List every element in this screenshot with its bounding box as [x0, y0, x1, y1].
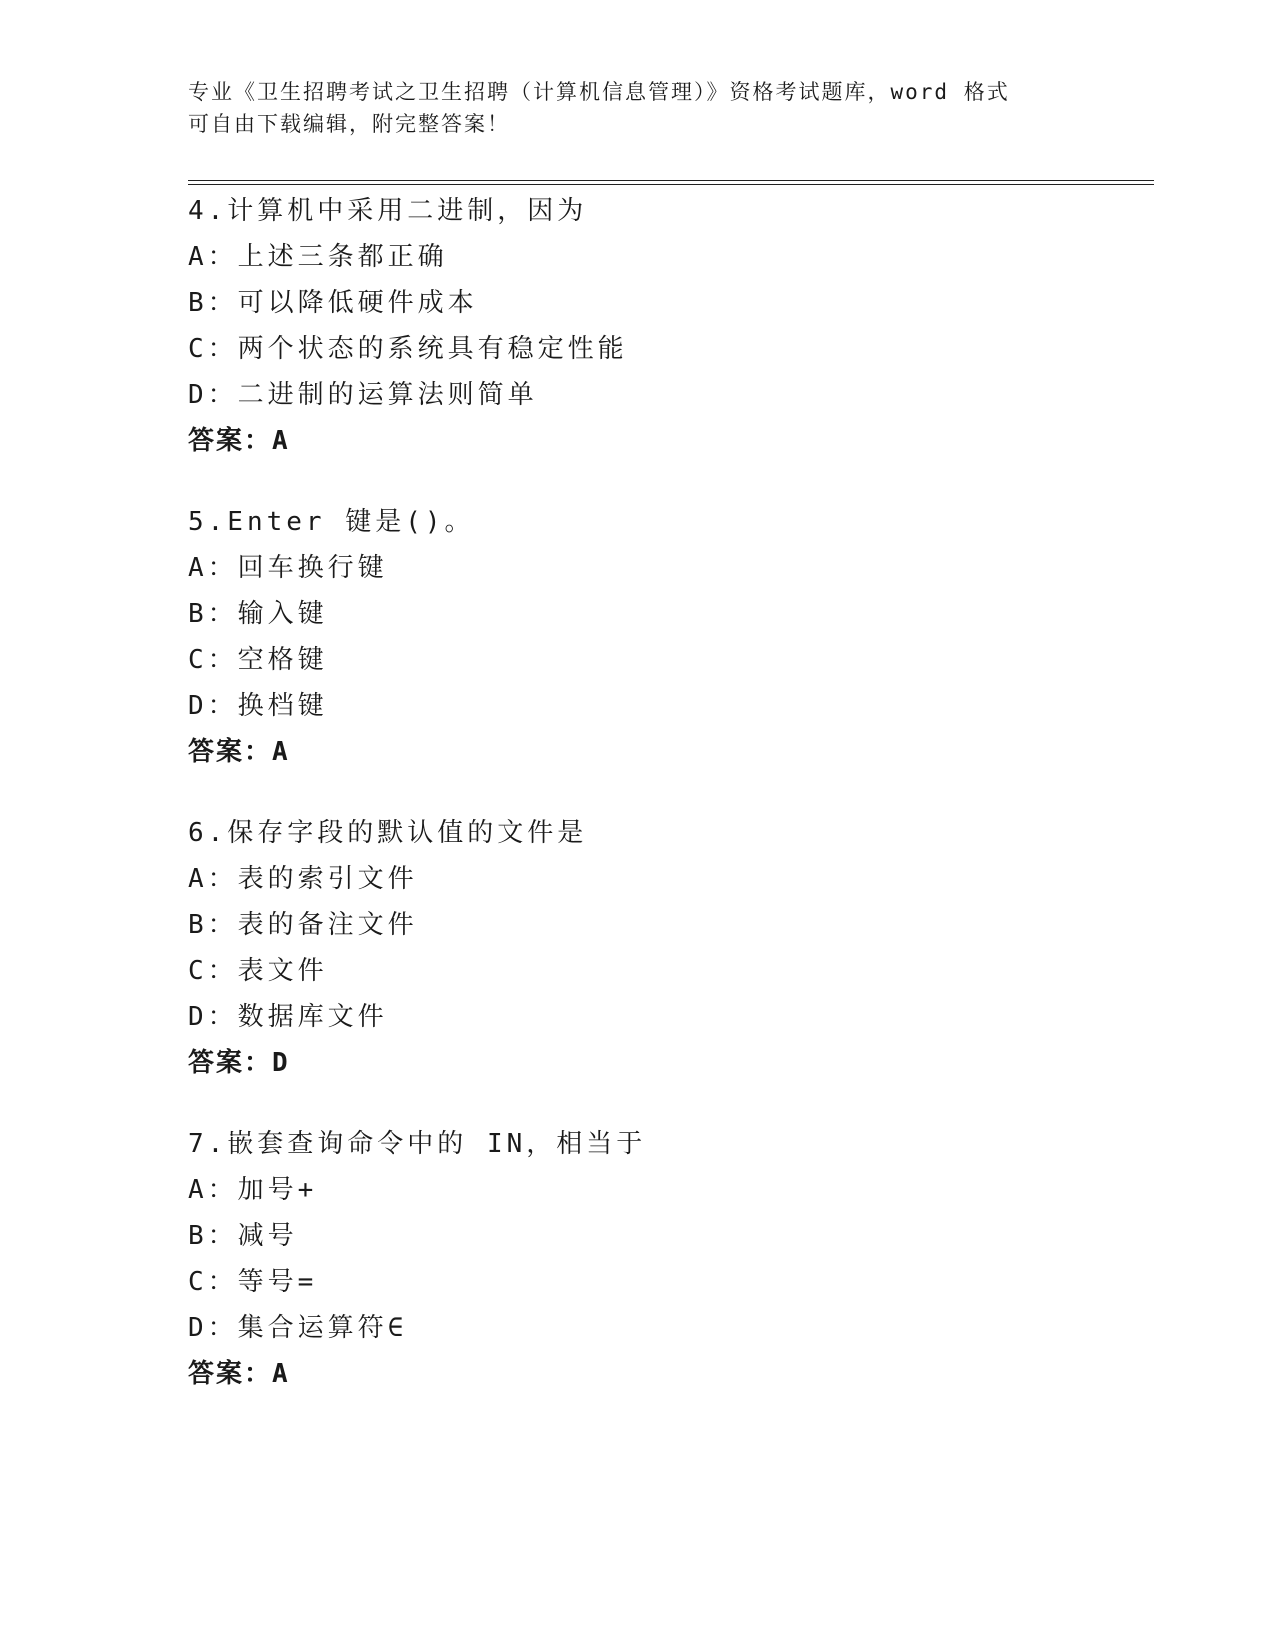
question-stem: 5.Enter 键是()。: [188, 507, 475, 537]
question-stem: 4.计算机中采用二进制，因为: [188, 196, 588, 226]
option-c: C：两个状态的系统具有稳定性能: [188, 334, 628, 364]
question-list: [188, 188, 1148, 1432]
answer-label: 答案：: [188, 426, 273, 456]
answer-label: 答案：: [188, 1048, 273, 1078]
question-stem: 6.保存字段的默认值的文件是: [188, 818, 588, 848]
answer-line: [188, 729, 1148, 775]
answer-value: A: [272, 1359, 288, 1389]
header-line-2: 可自由下载编辑，附完整答案！: [188, 112, 510, 136]
question-6: [188, 810, 1148, 1086]
answer-line: [188, 1351, 1148, 1397]
answer-value: A: [272, 426, 288, 456]
option-c: C：等号=: [188, 1267, 318, 1297]
header-divider-top: [188, 180, 1154, 181]
option-b: B：表的备注文件: [188, 910, 418, 940]
header-divider-bottom: [188, 184, 1154, 185]
document-header: [188, 76, 1108, 140]
option-d: D：集合运算符∈: [188, 1313, 408, 1343]
option-a: A：回车换行键: [188, 553, 388, 583]
answer-value: A: [272, 737, 288, 767]
option-a: A：上述三条都正确: [188, 242, 448, 272]
question-stem: 7.嵌套查询命令中的 IN，相当于: [188, 1129, 647, 1159]
option-c: C：表文件: [188, 956, 328, 986]
answer-line: [188, 1040, 1148, 1086]
question-4: [188, 188, 1148, 464]
option-b: B：减号: [188, 1221, 298, 1251]
option-b: B：输入键: [188, 599, 328, 629]
option-d: D：数据库文件: [188, 1002, 388, 1032]
option-d: D：换档键: [188, 691, 328, 721]
header-line-1: 专业《卫生招聘考试之卫生招聘（计算机信息管理）》资格考试题库，word 格式: [188, 80, 1010, 104]
option-a: A：表的索引文件: [188, 864, 418, 894]
option-a: A：加号+: [188, 1175, 318, 1205]
option-c: C：空格键: [188, 645, 328, 675]
option-b: B：可以降低硬件成本: [188, 288, 478, 318]
option-d: D：二进制的运算法则简单: [188, 380, 538, 410]
answer-label: 答案：: [188, 1359, 273, 1389]
question-7: [188, 1121, 1148, 1397]
answer-line: [188, 418, 1148, 464]
question-5: [188, 499, 1148, 775]
answer-label: 答案：: [188, 737, 273, 767]
answer-value: D: [272, 1048, 288, 1078]
